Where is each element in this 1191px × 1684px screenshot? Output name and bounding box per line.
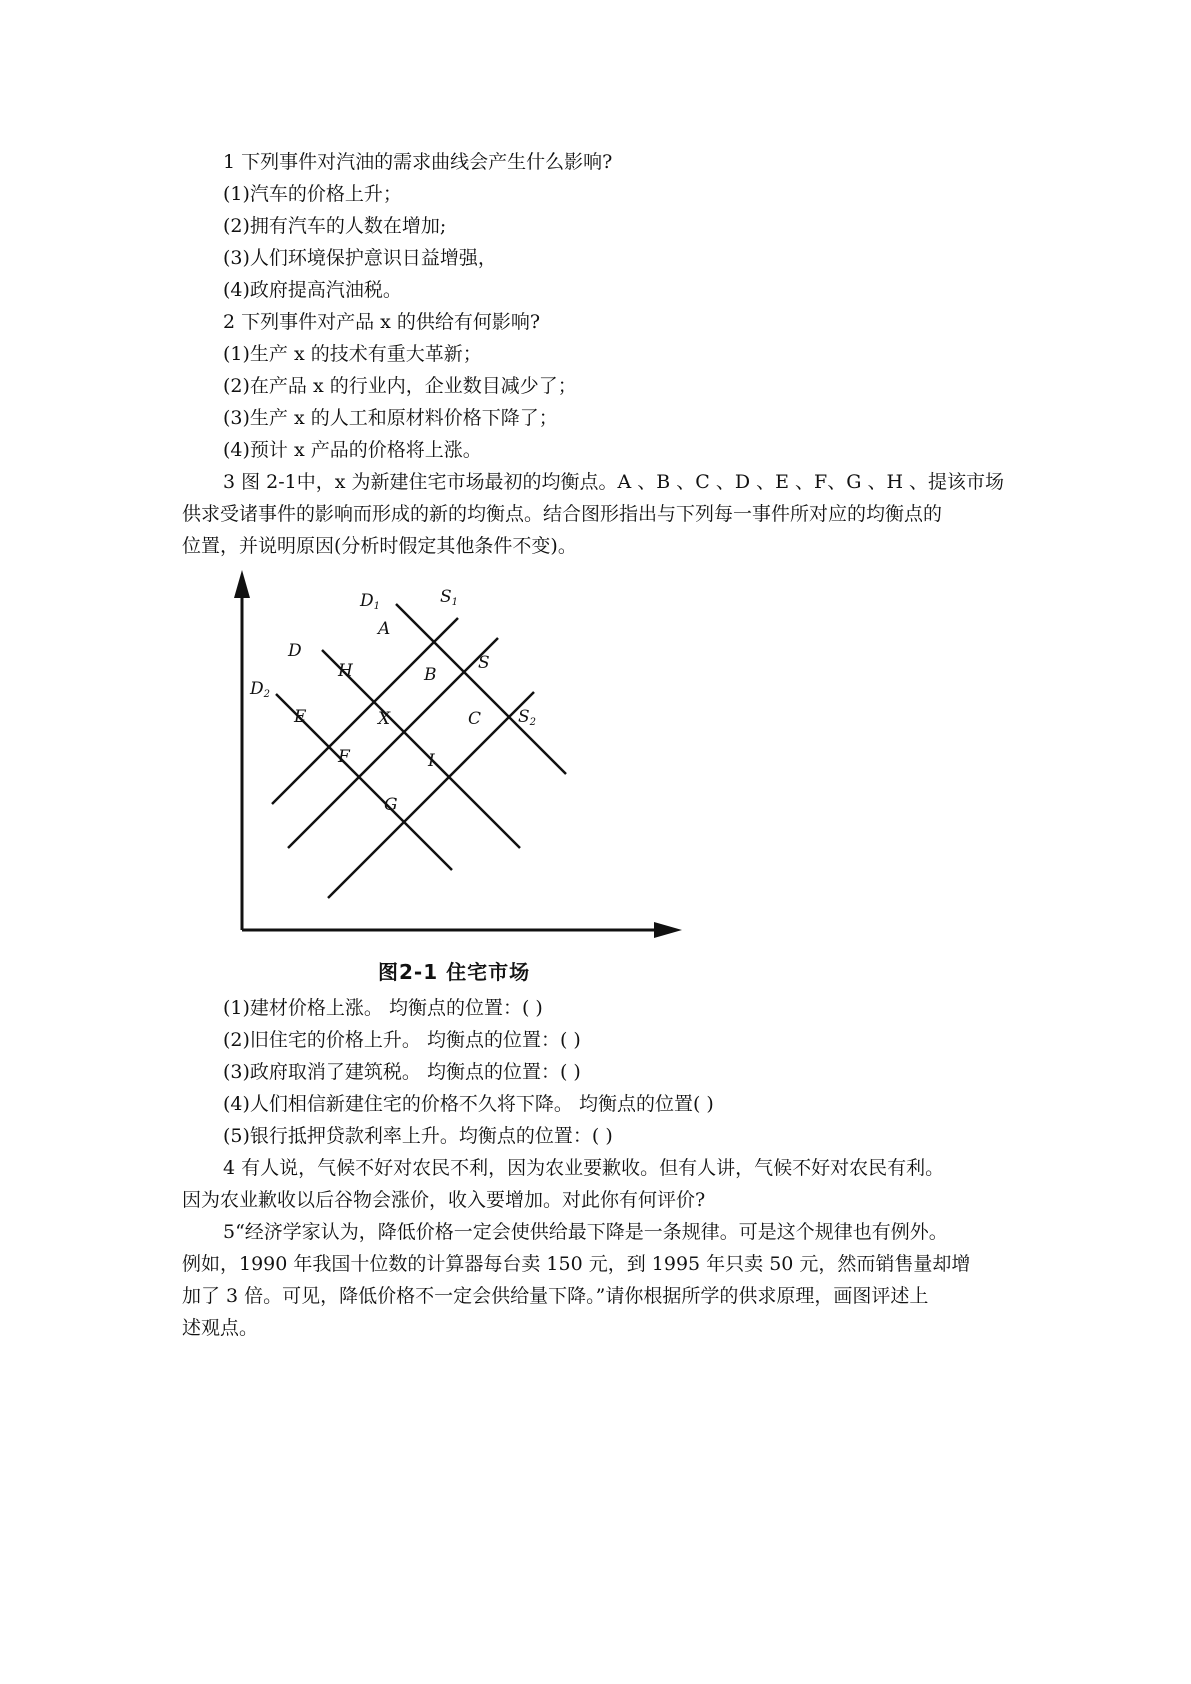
- q3-item: (3)政府取消了建筑税。 均衡点的位置：( ): [223, 1061, 581, 1083]
- q4-line: 因为农业歉收以后谷物会涨价，收入要增加。对此你有何评价?: [182, 1189, 706, 1211]
- q3-line: 供求受诸事件的影响而形成的新的均衡点。结合图形指出与下列每一事件所对应的均衡点的: [182, 503, 943, 525]
- supply-curve-s: [288, 638, 498, 848]
- point-x: X: [378, 709, 391, 729]
- label-s2: S2: [518, 707, 537, 728]
- q2-title: 2 下列事件对产品 x 的供给有何影响?: [223, 311, 541, 333]
- q1-item: (4)政府提高汽油税。: [223, 279, 402, 301]
- q3-line: 3 图 2-1中，x 为新建住宅市场最初的均衡点。A 、B 、C 、D 、E 、F、G 、H 、提该市场: [223, 471, 1005, 493]
- supply-curve-s2: [328, 692, 537, 898]
- figure-caption: 图2-1 住宅市场: [378, 960, 531, 984]
- y-axis-arrow: [234, 570, 250, 598]
- point-b: B: [424, 665, 437, 685]
- housing-market-figure: [220, 562, 690, 952]
- label-s1: S1: [440, 587, 459, 608]
- q3-item: (5)银行抵押贷款利率上升。均衡点的位置：( ): [223, 1125, 613, 1147]
- q5-line: 5“经济学家认为，降低价格一定会使供给最下降是一条规律。可是这个规律也有例外。: [223, 1221, 948, 1243]
- point-h: H: [338, 661, 353, 681]
- q1-item: (1)汽车的价格上升；: [223, 183, 402, 205]
- q1-item: (3)人们环境保护意识日益增强，: [223, 247, 497, 269]
- q5-line: 例如，1990 年我国十位数的计算器每台卖 150 元，到 1995 年只卖 50 元，然而销售量却增: [182, 1253, 971, 1275]
- q3-item: (1)建材价格上涨。 均衡点的位置：( ): [223, 997, 543, 1019]
- x-axis-arrow: [654, 922, 682, 938]
- q5-line: 加了 3 倍。可见，降低价格不一定会供给量下降。”请你根据所学的供求原理，画图评述上: [182, 1285, 929, 1307]
- q2-item: (4)预计 x 产品的价格将上涨。: [223, 439, 482, 461]
- label-s: S: [478, 653, 490, 673]
- point-a: A: [378, 619, 391, 639]
- point-e: E: [294, 707, 307, 727]
- label-d1: D1: [360, 591, 381, 612]
- q1-title: 1 下列事件对汽油的需求曲线会产生什么影响?: [223, 151, 613, 173]
- label-d2: D2: [250, 679, 271, 700]
- point-g: G: [384, 795, 398, 815]
- q4-line: 4 有人说，气候不好对农民不利，因为农业要歉收。但有人讲，气候不好对农民有利。: [223, 1157, 945, 1179]
- point-f: F: [338, 747, 350, 767]
- q3-item: (2)旧住宅的价格上升。 均衡点的位置：( ): [223, 1029, 581, 1051]
- point-i: I: [428, 751, 435, 771]
- q5-line: 述观点。: [182, 1317, 259, 1339]
- q1-item: (2)拥有汽车的人数在增加;: [223, 215, 447, 237]
- q2-item: (3)生产 x 的人工和原材料价格下降了；: [223, 407, 558, 429]
- point-c: C: [468, 709, 482, 729]
- q2-item: (2)在产品 x 的行业内，企业数目减少了；: [223, 375, 577, 397]
- q2-item: (1)生产 x 的技术有重大革新；: [223, 343, 482, 365]
- q3-line: 位置，并说明原因(分析时假定其他条件不变)。: [182, 535, 577, 557]
- q3-item: (4)人们相信新建住宅的价格不久将下降。 均衡点的位置( ): [223, 1093, 714, 1115]
- label-d: D: [288, 641, 302, 661]
